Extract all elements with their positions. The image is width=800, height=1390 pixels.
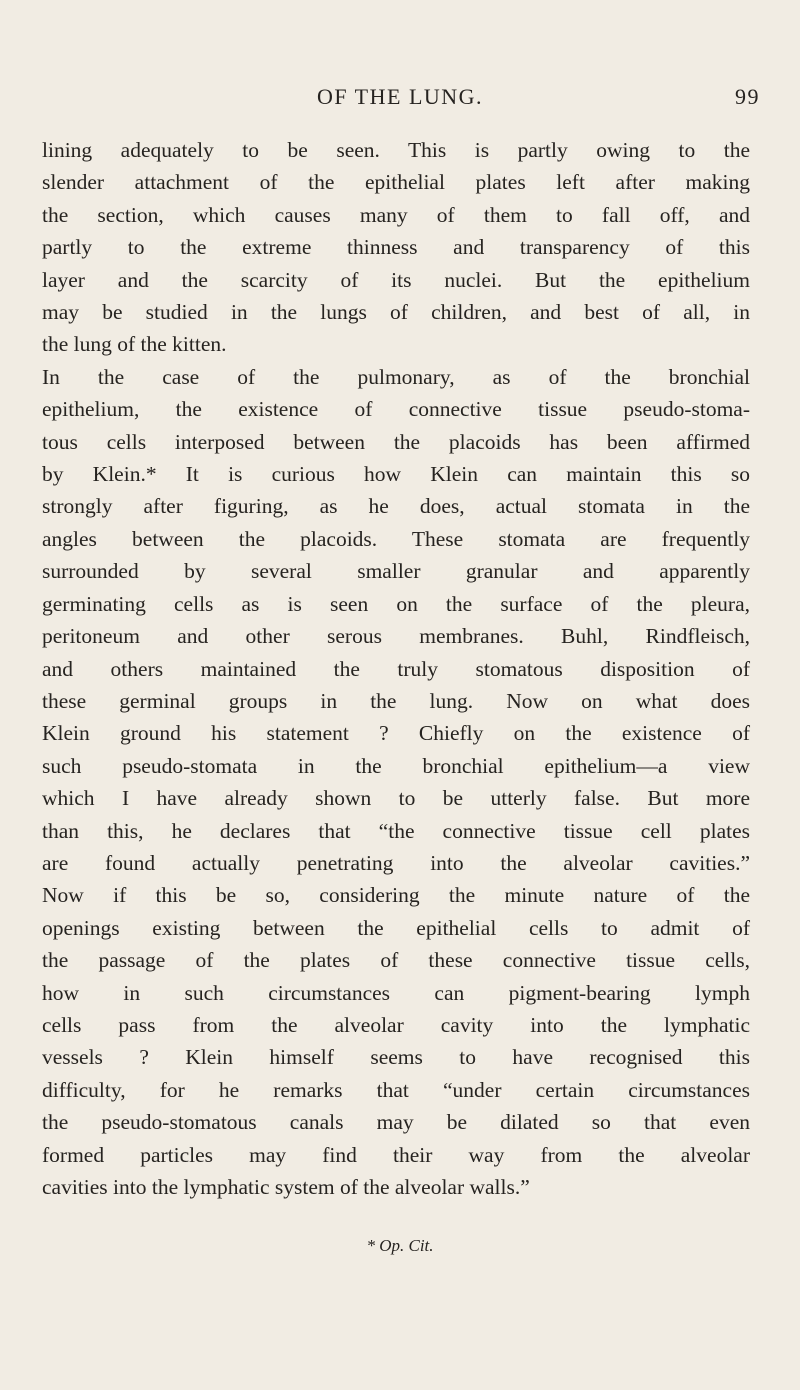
text-line: than this, he declares that “the connective tissue cell plates xyxy=(42,818,750,843)
text-line: surrounded by several smaller granular and apparently xyxy=(42,559,750,584)
text-line: tous cells interposed between the placoids has been affirmed xyxy=(42,429,750,454)
text-line: vessels ? Klein himself seems to have recognised this xyxy=(42,1045,750,1070)
text-line: openings existing between the epithelial cells to admit of xyxy=(42,915,750,940)
text-line: peritoneum and other serous membranes. Buhl, Rindfleisch, xyxy=(42,624,750,649)
text-line: are found actually penetrating into the alveolar cavities.” xyxy=(42,850,750,875)
text-line: the section, which causes many of them to fall off, and xyxy=(42,202,750,227)
text-line: the pseudo-stomatous canals may be dilated so that even xyxy=(42,1110,750,1135)
text-line: germinating cells as is seen on the surface of the pleura, xyxy=(42,591,750,616)
text-line: Klein ground his statement ? Chiefly on the existence of xyxy=(42,721,750,746)
text-line: slender attachment of the epithelial plates left after making xyxy=(42,170,750,195)
text-line: how in such circumstances can pigment-bearing lymph xyxy=(42,980,750,1005)
text-line: cells pass from the alveolar cavity into the lymphatic xyxy=(42,1012,750,1037)
text-line: In the case of the pulmonary, as of the bronchial xyxy=(42,364,750,389)
text-line: the passage of the plates of these connective tissue cells, xyxy=(42,948,750,973)
text-line: by Klein.* It is curious how Klein can maintain this so xyxy=(42,462,750,487)
page-number: 99 xyxy=(735,84,760,109)
body-text xyxy=(42,134,750,1203)
running-head xyxy=(0,84,800,114)
text-line: layer and the scarcity of its nuclei. But the epithelium xyxy=(42,267,750,292)
text-line: cavities into the lymphatic system of the alveolar walls.” xyxy=(42,1175,530,1199)
text-line: partly to the extreme thinness and transparency of this xyxy=(42,235,750,260)
footnote: * Op. Cit. xyxy=(366,1236,434,1255)
text-line: difficulty, for he remarks that “under certain circumstances xyxy=(42,1077,750,1102)
text-line: may be studied in the lungs of children, and best of all, in xyxy=(42,300,750,325)
text-line: angles between the placoids. These stomata are frequently xyxy=(42,526,750,551)
text-line: epithelium, the existence of connective tissue pseudo-stoma- xyxy=(42,397,750,422)
text-line: these germinal groups in the lung. Now on what does xyxy=(42,688,750,713)
running-title: OF THE LUNG. xyxy=(316,84,484,109)
text-line: lining adequately to be seen. This is partly owing to the xyxy=(42,138,750,162)
text-line: formed particles may find their way from the alveolar xyxy=(42,1142,750,1167)
text-line: Now if this be so, considering the minute nature of the xyxy=(42,883,750,908)
text-line: and others maintained the truly stomatous disposition of xyxy=(42,656,750,681)
text-line: which I have already shown to be utterly false. But more xyxy=(42,786,750,811)
text-line: the lung of the kitten. xyxy=(42,332,227,357)
text-line: such pseudo-stomata in the bronchial epithelium—a view xyxy=(42,753,750,778)
text-line: strongly after figuring, as he does, actual stomata in the xyxy=(42,494,750,519)
